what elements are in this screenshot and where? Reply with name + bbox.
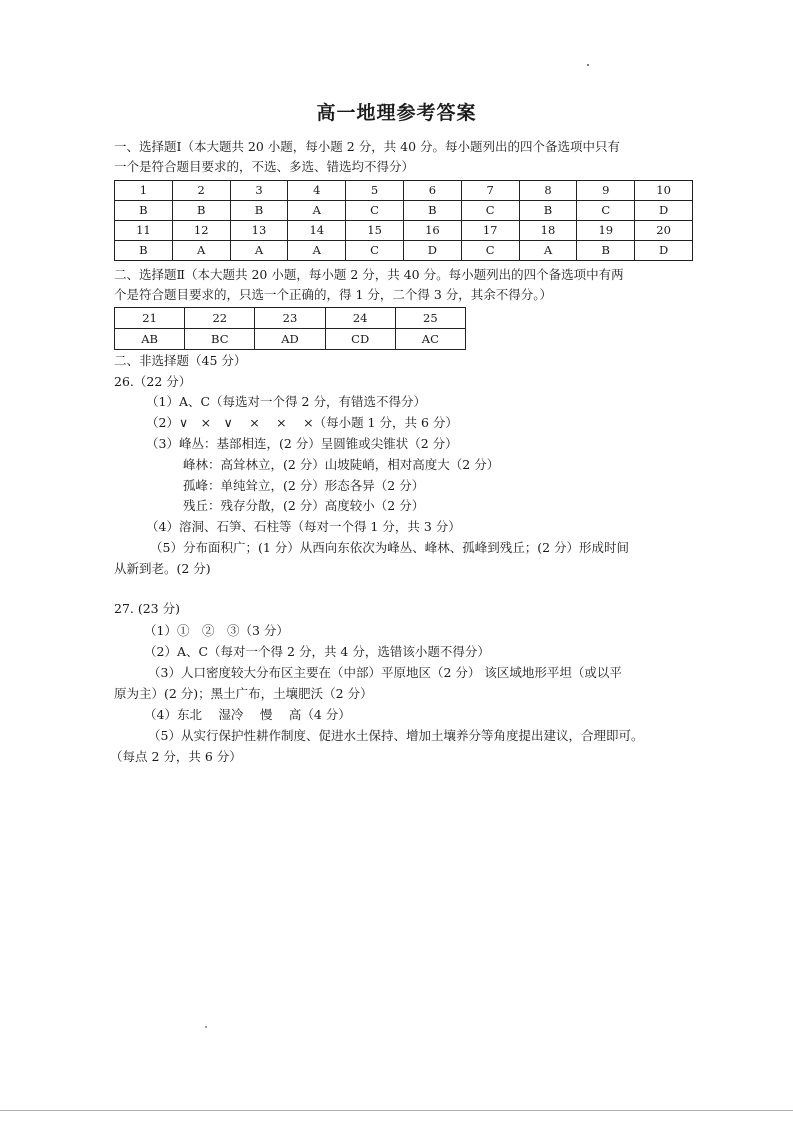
- answer-cell: CD: [325, 329, 395, 350]
- answer-cell: C: [461, 201, 519, 221]
- question-number-cell: 13: [230, 221, 288, 241]
- question-number-cell: 9: [577, 181, 635, 201]
- table-row: [115, 181, 693, 201]
- answer-cell: AB: [115, 329, 185, 350]
- answer-cell: A: [230, 241, 288, 261]
- question-number-cell: 5: [346, 181, 404, 201]
- q27-heading: 27. (23 分): [114, 601, 180, 616]
- question-number-cell: 14: [288, 221, 346, 241]
- answer-cell: B: [230, 201, 288, 221]
- page-mark-dot-bottom: [205, 1026, 207, 1028]
- answer-cell: D: [635, 201, 693, 221]
- answer-cell: A: [288, 201, 346, 221]
- question-number-cell: 12: [172, 221, 230, 241]
- table-row: [115, 241, 693, 261]
- question-number-cell: 2: [172, 181, 230, 201]
- question-number-cell: 10: [635, 181, 693, 201]
- answer-cell: D: [635, 241, 693, 261]
- question-number-cell: 16: [403, 221, 461, 241]
- answer-cell: A: [519, 241, 577, 261]
- question-number-cell: 1: [115, 181, 173, 201]
- answer-cell: A: [288, 241, 346, 261]
- answer-cell: C: [461, 241, 519, 261]
- q27-line-1: （1）① ② ③（3 分）: [144, 623, 289, 638]
- answer-cell: B: [577, 241, 635, 261]
- question-number-cell: 20: [635, 221, 693, 241]
- section1-answer-table: [114, 180, 693, 261]
- question-number-cell: 4: [288, 181, 346, 201]
- q26-line-9: 从新到老。(2 分): [114, 561, 211, 576]
- answer-cell: B: [115, 201, 173, 221]
- table-row: [115, 221, 693, 241]
- q26-line-4: 峰林：高耸林立，(2 分）山坡陡峭，相对高度大（2 分）: [183, 457, 500, 472]
- q26-line-5: 孤峰：单纯耸立，(2 分）形态各异（2 分）: [183, 478, 425, 493]
- question-number-cell: 22: [185, 308, 255, 329]
- answer-cell: AC: [395, 329, 465, 350]
- question-number-cell: 24: [325, 308, 395, 329]
- answer-cell: AD: [255, 329, 325, 350]
- answer-cell: B: [172, 201, 230, 221]
- q26-line-7: （4）溶洞、石笋、石柱等（每对一个得 1 分，共 3 分）: [146, 519, 461, 534]
- page-title: 高一地理参考答案: [316, 102, 477, 124]
- question-number-cell: 7: [461, 181, 519, 201]
- question-number-cell: 3: [230, 181, 288, 201]
- question-number-cell: 25: [395, 308, 465, 329]
- answer-cell: C: [346, 201, 404, 221]
- section1-intro-line2: 一个是符合题目要求的，不选、多选、错选均不得分）: [114, 159, 415, 174]
- section2-intro-line1: 二、选择题Ⅱ（本大题共 20 小题，每小题 2 分，共 40 分。每小题列出的四个备选项中有两: [114, 267, 624, 282]
- section3-heading: 二、非选择题（45 分）: [114, 353, 247, 368]
- q26-line-2: （2）∨ × ∨ × × ×（每小题 1 分，共 6 分）: [146, 415, 458, 430]
- question-number-cell: 23: [255, 308, 325, 329]
- question-number-cell: 15: [346, 221, 404, 241]
- page-mark-dot: [587, 64, 589, 66]
- q27-line-7: （每点 2 分，共 6 分）: [110, 749, 242, 764]
- answer-cell: B: [115, 241, 173, 261]
- q27-line-5: （4）东北 湿冷 慢 高（4 分）: [144, 707, 351, 722]
- question-number-cell: 17: [461, 221, 519, 241]
- q26-line-1: （1）A、C（每选对一个得 2 分，有错选不得分）: [146, 394, 426, 409]
- section2-intro-line2: 个是符合题目要求的，只选一个正确的，得 1 分，二个得 3 分，其余不得分。）: [114, 287, 553, 302]
- table-row: [115, 308, 466, 329]
- page-bottom-rule: [0, 1110, 793, 1111]
- q26-line-3: （3）峰丛：基部相连，(2 分）呈圆锥或尖锥状（2 分）: [146, 436, 458, 451]
- q27-line-2: （2）A、C（每对一个得 2 分，共 4 分，选错该小题不得分）: [144, 644, 490, 659]
- q26-line-8: （5）分布面积广；(1 分）从西向东依次为峰丛、峰林、孤峰到残丘；(2 分）形成时间: [150, 540, 630, 555]
- table-row: [115, 201, 693, 221]
- q26-line-6: 残丘：残存分散，(2 分）高度较小（2 分）: [183, 498, 425, 513]
- q27-line-3: （3）人口密度较大分布区主要在（中部）平原地区（2 分） 该区域地形平坦（或以平: [148, 665, 622, 680]
- answer-cell: C: [577, 201, 635, 221]
- q27-line-4: 原为主）(2 分)；黑土广布，土壤肥沃（2 分）: [114, 686, 373, 701]
- question-number-cell: 8: [519, 181, 577, 201]
- q27-line-6: （5）从实行保护性耕作制度、促进水土保持、增加土壤养分等角度提出建议，合理即可。: [148, 728, 644, 743]
- answer-cell: B: [403, 201, 461, 221]
- answer-cell: BC: [185, 329, 255, 350]
- answer-cell: C: [346, 241, 404, 261]
- answer-cell: A: [172, 241, 230, 261]
- question-number-cell: 6: [403, 181, 461, 201]
- table-row: [115, 329, 466, 350]
- question-number-cell: 19: [577, 221, 635, 241]
- question-number-cell: 11: [115, 221, 173, 241]
- section1-intro-line1: 一、选择题Ⅰ（本大题共 20 小题，每小题 2 分，共 40 分。每小题列出的四个备选项中只有: [114, 139, 621, 154]
- q26-heading: 26.（22 分）: [114, 374, 192, 389]
- question-number-cell: 18: [519, 221, 577, 241]
- answer-cell: B: [519, 201, 577, 221]
- section2-answer-table: [114, 307, 466, 350]
- question-number-cell: 21: [115, 308, 185, 329]
- answer-cell: D: [403, 241, 461, 261]
